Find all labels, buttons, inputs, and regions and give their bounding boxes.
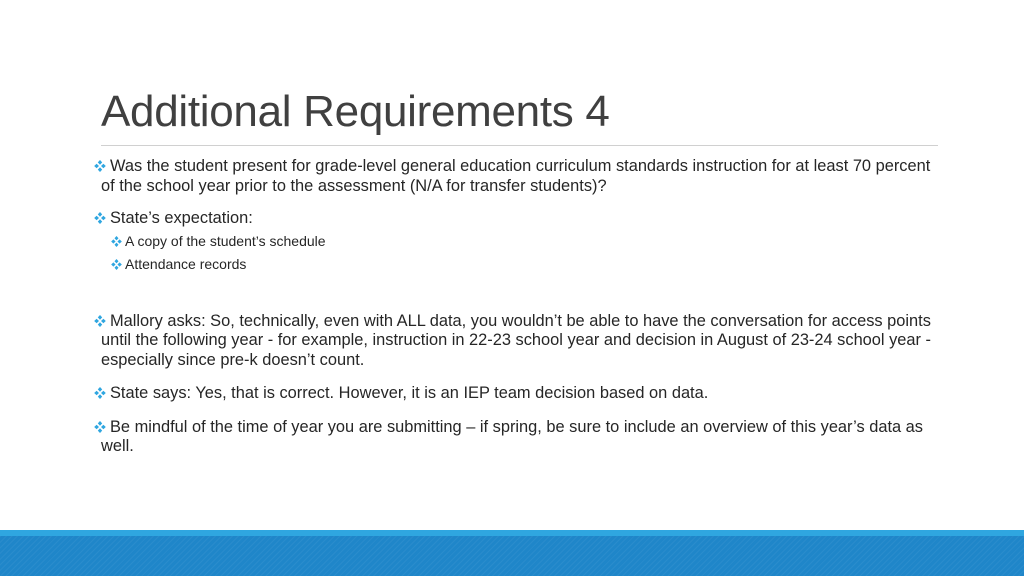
bullet-text: Be mindful of the time of year you are submitting – if spring, be sure to include an overview of this year’s data as well. <box>101 417 923 455</box>
bullet-text: Mallory asks: So, technically, even with ALL data, you wouldn’t be able to have the conversation for access points until the following year - for example, instruction in 22-23 school year and decision in August of 23-24 school year - especially since pre-k doesn’t count. <box>101 311 932 369</box>
diamond-bullet-icon <box>93 315 107 327</box>
bullet-text: State’s expectation: <box>110 209 253 227</box>
bullet-item <box>93 384 943 404</box>
diamond-bullet-icon <box>93 212 107 224</box>
bullet-text: State says: Yes, that is correct. However, it is an IEP team decision based on data. <box>110 384 709 402</box>
diamond-bullet-icon <box>93 387 107 399</box>
sub-bullet-item <box>93 254 943 274</box>
bullet-item <box>93 418 943 457</box>
footer-band <box>0 536 1024 576</box>
diamond-bullet-icon <box>110 236 123 247</box>
bullet-item <box>93 157 943 196</box>
sub-bullet-text: Attendance records <box>125 255 247 272</box>
slide-title: Additional Requirements 4 <box>101 87 610 136</box>
bullet-text: Was the student present for grade-level general education curriculum standards instruction for at least 70 percent of the school year prior to the assessment (N/A for transfer students)? <box>101 157 931 195</box>
slide-content <box>93 157 943 457</box>
bullet-item <box>93 312 943 371</box>
bullet-item <box>93 209 943 229</box>
sub-bullet-text: A copy of the student’s schedule <box>125 232 326 249</box>
sub-bullet-item <box>93 231 943 251</box>
diamond-bullet-icon <box>93 160 107 172</box>
title-divider <box>101 145 938 146</box>
diamond-bullet-icon <box>93 421 107 433</box>
diamond-bullet-icon <box>110 259 123 270</box>
